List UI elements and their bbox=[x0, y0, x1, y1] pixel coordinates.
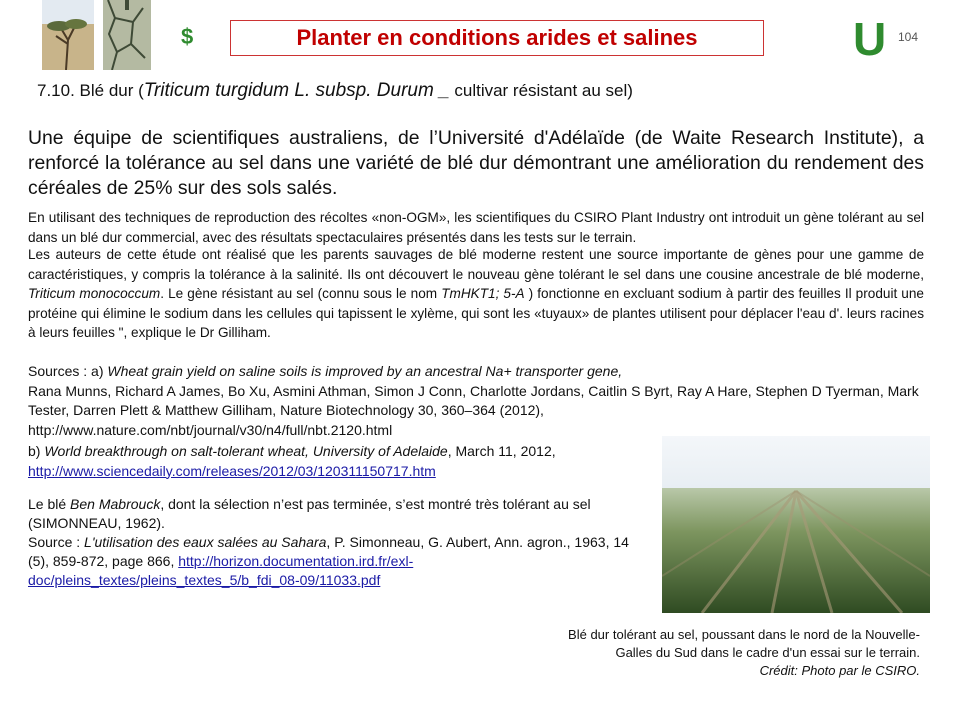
source-b bbox=[28, 442, 658, 481]
paragraph-authors-text3: ) fonctionne en excluant sodium à partir des feuilles Il produit une protéine qui élimine le sodium dans les cellules qui tapissent le xylème, qui sont les «tuyaux» de plantes utilisent pour déplacer l'eau d'. leurs racines à leurs feuilles ", explique le Dr Gilliham. bbox=[28, 286, 924, 340]
ben-name: Ben Mabrouck bbox=[70, 496, 161, 512]
paragraph-authors-text2: . Le gène résistant au sel (connu sous le nom bbox=[160, 286, 442, 301]
page-title: Planter en conditions arides et salines bbox=[296, 25, 698, 50]
caption-credit: Crédit: Photo par le CSIRO. bbox=[759, 663, 920, 678]
caption-line-1: Blé dur tolérant au sel, poussant dans le nord de la Nouvelle- bbox=[568, 627, 920, 642]
caption-line-2: Galles du Sud dans le cadre d'un essai sur le terrain. bbox=[615, 645, 920, 660]
acacia-desert-thumbnail bbox=[42, 0, 94, 70]
paragraph-authors bbox=[28, 245, 924, 343]
source-a-authors: Rana Munns, Richard A James, Bo Xu, Asmini Athman, Simon J Conn, Charlotte Jordans, Caitlin S Byrt, Ray A Hare, Stephen D Tyerman, Mark Tester, Darren Plett & Matthew Gilliham, Nature Biotechnology 30, 360–364 (2012), bbox=[28, 382, 919, 418]
source-b-link[interactable]: http://www.sciencedaily.com/releases/2012/03/120311150717.htm bbox=[28, 462, 436, 479]
source-b-prefix: b) bbox=[28, 443, 45, 459]
dollar-symbol: $ bbox=[181, 24, 194, 49]
ben-source-title: L'utilisation des eaux salées au Sahara bbox=[84, 534, 327, 550]
section-letter: U bbox=[853, 13, 887, 65]
ben-text2: , dont la sélection n’est pas terminée, s’est montré très tolérant au sel (SIMONNEAU, 1962). bbox=[28, 496, 591, 531]
source-b-title: World breakthrough on salt-tolerant wheat, University of Adelaide bbox=[44, 443, 448, 459]
paragraph-csiro: En utilisant des techniques de reproduction des récoltes «non-OGM», les scientifiques du CSIRO Plant Industry ont introduit un gène tolérant au sel dans un blé dur commercial, avec des résultats spectaculaires présentés dans les tests sur le terrain. bbox=[28, 210, 924, 245]
ben-text1: Le blé bbox=[28, 496, 71, 512]
source-a-url: http://www.nature.com/nbt/journal/v30/n4/full/nbt.2120.html bbox=[28, 421, 393, 438]
photo-caption bbox=[470, 626, 920, 680]
source-a-title: Wheat grain yield on saline soils is improved by an ancestral Na+ transporter gene, bbox=[107, 363, 623, 379]
source-a-prefix: Sources : a) bbox=[28, 363, 108, 379]
cracked-soil-thumbnail bbox=[103, 0, 151, 70]
source-a bbox=[28, 362, 924, 440]
heading-scientific-name: Triticum turgidum L. subsp. Durum _ bbox=[143, 80, 450, 101]
ben-source-rest: , P. Simonneau, G. Aubert, Ann. agron., 1963, 14 (5), 859-872, page 866, bbox=[28, 534, 629, 569]
species-name: Triticum monococcum bbox=[28, 286, 161, 301]
section-heading bbox=[37, 80, 633, 102]
source-b-date: , March 11, 2012, bbox=[447, 443, 556, 459]
wheat-field-photo bbox=[662, 436, 930, 613]
gene-name: TmHKT1; 5-A bbox=[441, 286, 525, 301]
ben-source-link[interactable]: http://horizon.documentation.ird.fr/exl-doc/pleins_textes/pleins_textes_5/b_fdi_08-09/11033.pdf bbox=[28, 553, 414, 588]
paragraph-authors-text1: Les auteurs de cette étude ont réalisé que les parents sauvages de blé moderne restent une source importante de gènes pour une gamme de caractéristiques, y compris la tolérance à la salinité. Ils ont découvert le nouveau gène tolérant le sel dans une cousine ancestrale de blé moderne, bbox=[28, 247, 924, 282]
heading-number: 7.10. Blé dur ( bbox=[37, 81, 144, 100]
heading-suffix: cultivar résistant au sel) bbox=[449, 81, 633, 100]
page-number: 104 bbox=[898, 30, 919, 44]
lead-paragraph: Une équipe de scientifiques australiens, de l’Université d'Adélaïde (de Waite Research Institute), a renforcé la tolérance au sel dans une variété de blé dur démontrant une amélioration du rendement des céréales de 25% sur des sols salés. bbox=[28, 127, 924, 199]
ben-source-prefix: Source : bbox=[28, 534, 85, 550]
title-box bbox=[230, 20, 764, 56]
ben-mabrouck-block bbox=[28, 495, 648, 590]
